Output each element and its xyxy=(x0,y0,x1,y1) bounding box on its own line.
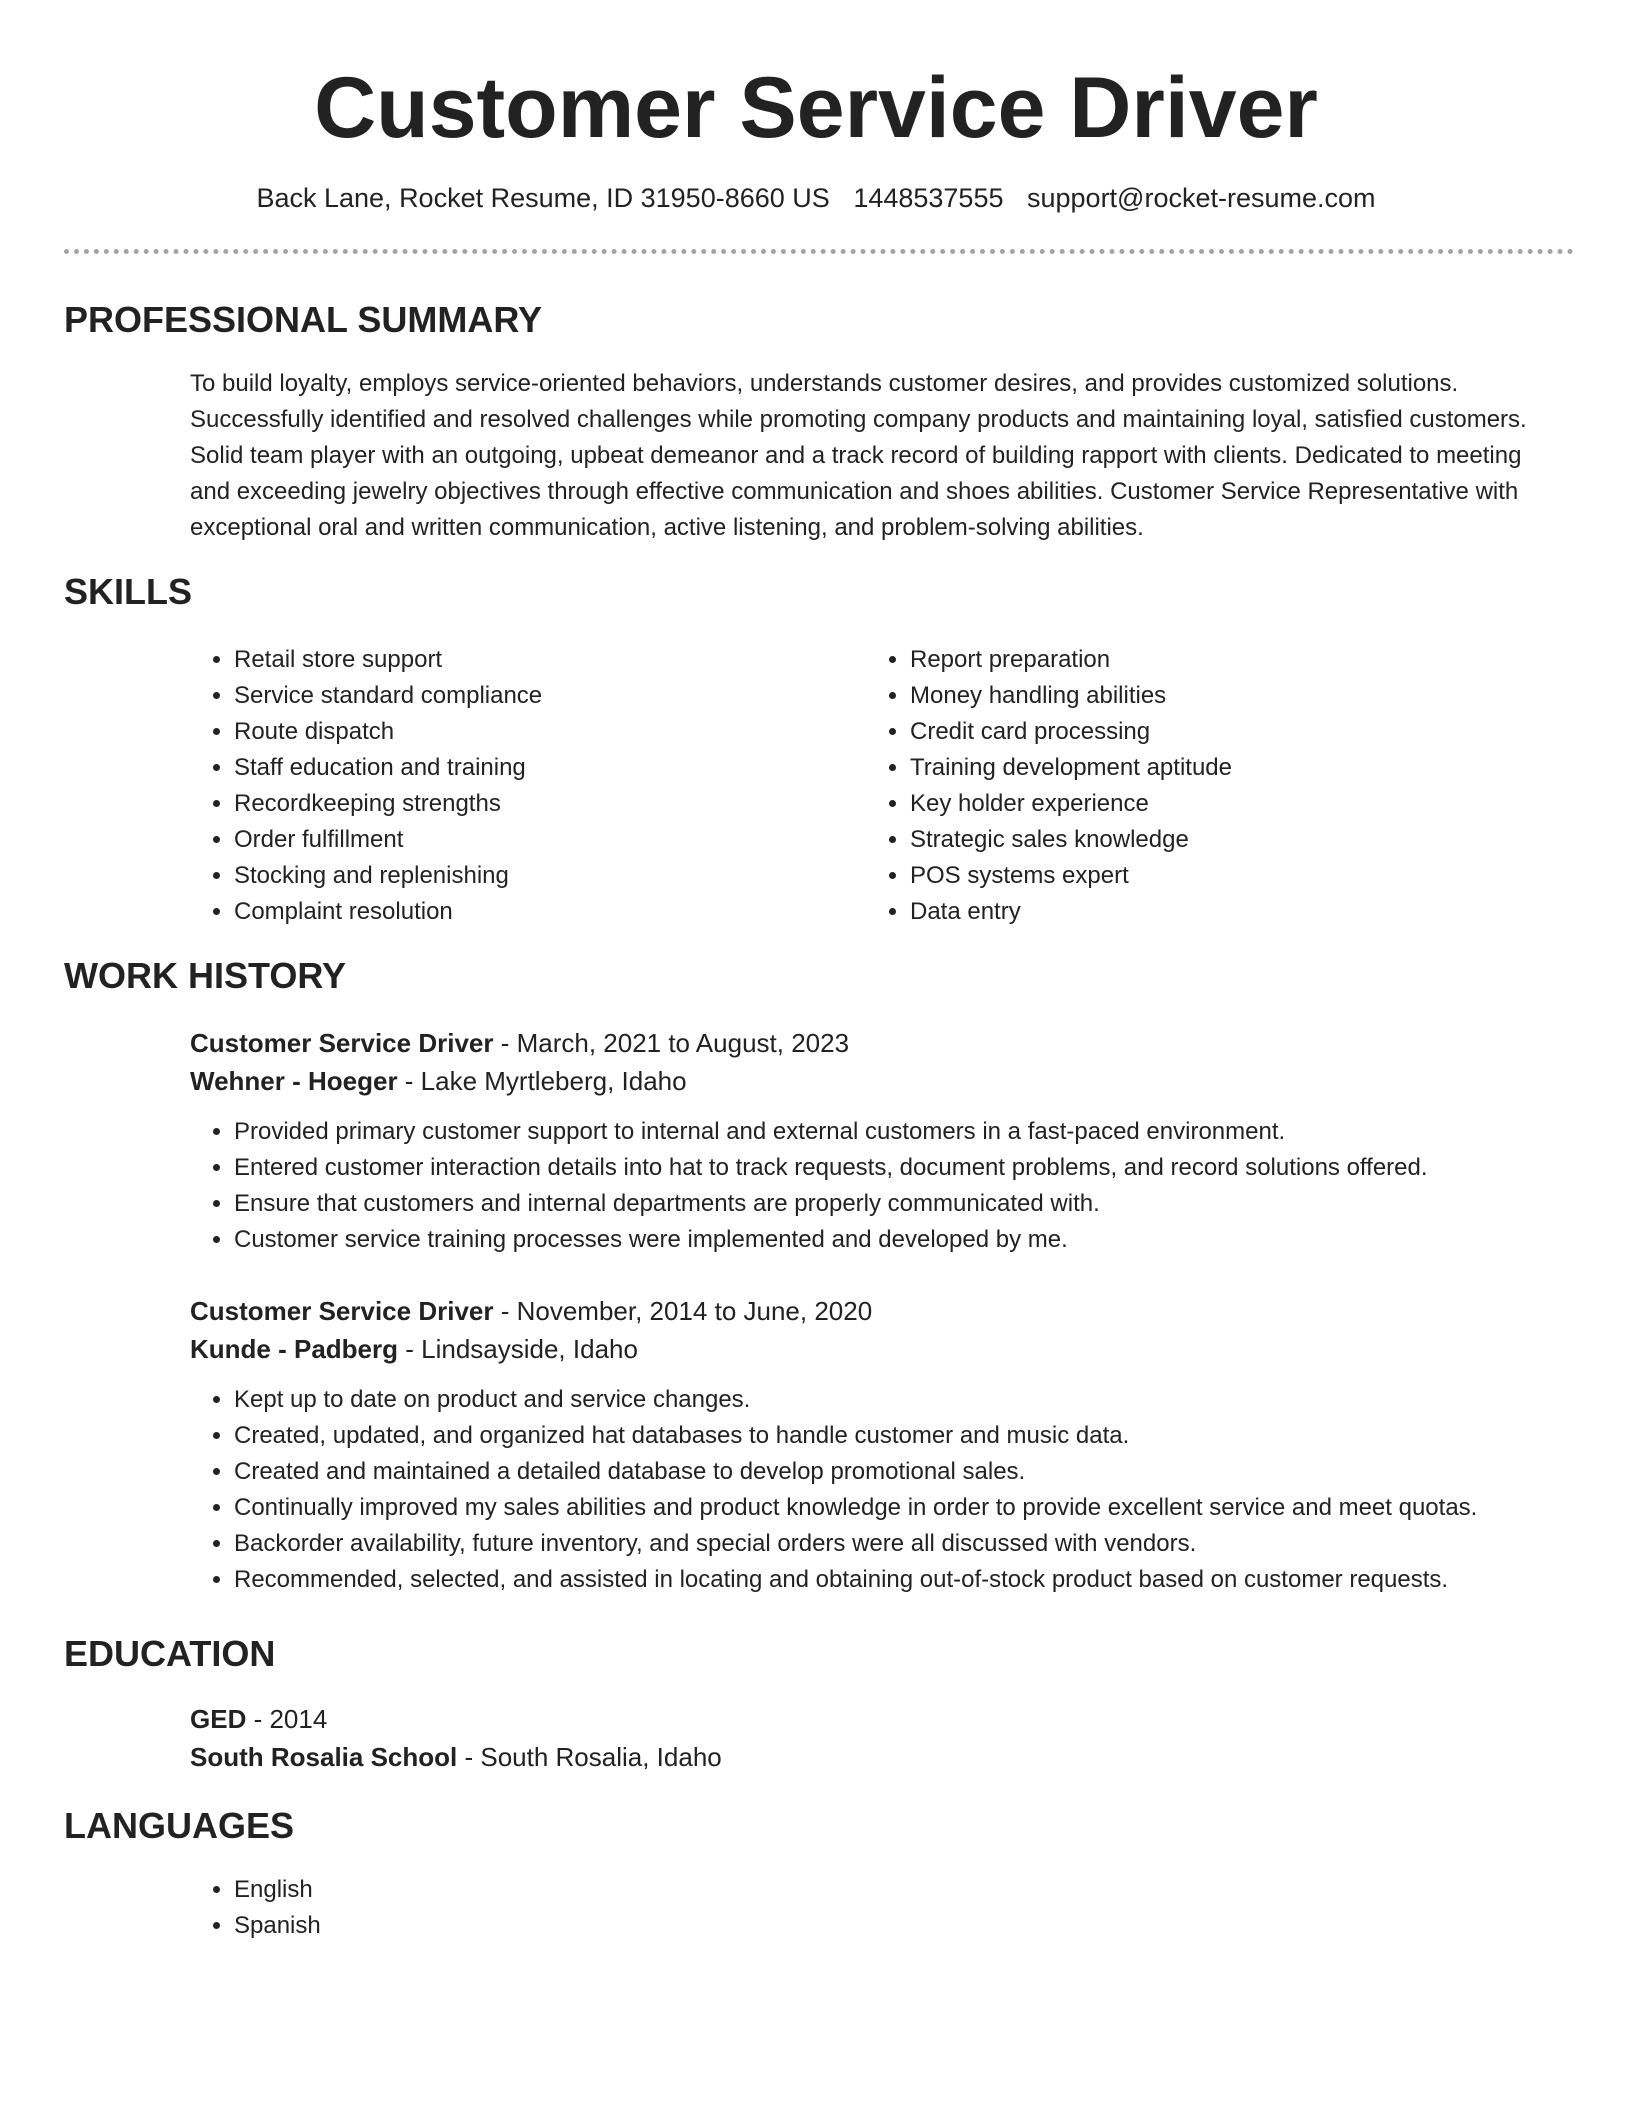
section-title-summary: PROFESSIONAL SUMMARY xyxy=(64,299,543,340)
skill-item: • Complaint resolution xyxy=(234,894,830,930)
skills-column-right xyxy=(866,642,1566,930)
job-location: - Lindsayside, Idaho xyxy=(398,1334,638,1364)
education-location: - South Rosalia, Idaho xyxy=(457,1742,722,1772)
job-duty: • Kept up to date on product and service changes. xyxy=(234,1382,1570,1418)
education-entry xyxy=(190,1700,1570,1776)
contact-address: Back Lane, Rocket Resume, ID 31950-8660 US xyxy=(256,183,830,213)
contact-phone: 1448537555 xyxy=(853,183,1004,213)
skill-item: • Key holder experience xyxy=(910,786,1566,822)
summary-text: To build loyalty, employs service-oriented behaviors, understands customer desires, and provides customized solutions. Successfully identified and resolved challenges while promoting company products and maintaining loyal, satisfied customers. Solid team player with an outgoing, upbeat demeanor and a track record of building rapport with clients. Dedicated to meeting and exceeding jewelry objectives through effective communication and shoes abilities. Customer Service Representative with exceptional oral and written communication, active listening, and problem-solving abilities. xyxy=(190,370,1527,541)
job-duty: • Created, updated, and organized hat databases to handle customer and music data. xyxy=(234,1418,1570,1454)
job-location: - Lake Myrtleberg, Idaho xyxy=(397,1066,687,1096)
languages-block xyxy=(190,1872,1570,1944)
job-duty: • Provided primary customer support to internal and external customers in a fast-paced environment. xyxy=(234,1114,1570,1150)
skill-item: • Retail store support xyxy=(234,642,830,678)
job-company: Kunde - Padberg xyxy=(190,1334,399,1364)
job-duty: • Continually improved my sales abilities and product knowledge in order to provide excellent service and meet quotas. xyxy=(234,1490,1570,1526)
skill-item: • Service standard compliance xyxy=(234,678,830,714)
job-company-line xyxy=(190,1330,1570,1368)
job-company-line xyxy=(190,1062,1570,1100)
education-year: - 2014 xyxy=(246,1704,328,1734)
skill-item: • POS systems expert xyxy=(910,858,1566,894)
job-duties-list xyxy=(190,1382,1570,1598)
job-duty: • Backorder availability, future inventory, and special orders were all discussed with vendors. xyxy=(234,1526,1570,1562)
skill-item: • Credit card processing xyxy=(910,714,1566,750)
job-duty: • Customer service training processes were implemented and developed by me. xyxy=(234,1222,1570,1258)
job-duty: • Ensure that customers and internal departments are properly communicated with. xyxy=(234,1186,1570,1222)
job-dates: - November, 2014 to June, 2020 xyxy=(493,1296,873,1326)
skill-item: • Stocking and replenishing xyxy=(234,858,830,894)
job-duties-list xyxy=(190,1114,1570,1258)
resume-name: Customer Service Driver xyxy=(314,60,1318,156)
section-title-education: EDUCATION xyxy=(64,1633,276,1674)
job-company: Wehner - Hoeger xyxy=(190,1066,398,1096)
education-school-line xyxy=(190,1738,1570,1776)
job-role: Customer Service Driver xyxy=(190,1296,494,1326)
section-title-work-history: WORK HISTORY xyxy=(64,955,347,996)
education-degree-line xyxy=(190,1700,1570,1738)
languages-list xyxy=(190,1872,1570,1944)
job-duty: • Recommended, selected, and assisted in locating and obtaining out-of-stock product based on customer requests. xyxy=(234,1562,1570,1598)
skill-item: • Report preparation xyxy=(910,642,1566,678)
education-school: South Rosalia School xyxy=(190,1742,458,1772)
skills-list-right xyxy=(866,642,1566,930)
job-title-line xyxy=(190,1292,1570,1330)
job-entry xyxy=(190,1024,1570,1258)
skill-item: • Order fulfillment xyxy=(234,822,830,858)
job-duty: • Entered customer interaction details into hat to track requests, document problems, and record solutions offered. xyxy=(234,1150,1570,1186)
skills-column-left xyxy=(190,642,830,930)
skills-list-left xyxy=(190,642,830,930)
education-degree: GED xyxy=(190,1704,247,1734)
language-item: • English xyxy=(234,1872,1570,1908)
skill-item: • Strategic sales knowledge xyxy=(910,822,1566,858)
job-entry xyxy=(190,1292,1570,1598)
section-title-skills: SKILLS xyxy=(64,571,193,612)
job-role: Customer Service Driver xyxy=(190,1028,494,1058)
skill-item: • Training development aptitude xyxy=(910,750,1566,786)
job-duty: • Created and maintained a detailed database to develop promotional sales. xyxy=(234,1454,1570,1490)
section-title-languages: LANGUAGES xyxy=(64,1805,295,1846)
skill-item: • Recordkeeping strengths xyxy=(234,786,830,822)
language-item: • Spanish xyxy=(234,1908,1570,1944)
skill-item: • Route dispatch xyxy=(234,714,830,750)
job-dates: - March, 2021 to August, 2023 xyxy=(493,1028,850,1058)
contact-email: support@rocket-resume.com xyxy=(1027,183,1376,213)
skill-item: • Money handling abilities xyxy=(910,678,1566,714)
skill-item: • Data entry xyxy=(910,894,1566,930)
skill-item: • Staff education and training xyxy=(234,750,830,786)
contact-line xyxy=(0,180,1632,216)
header-divider xyxy=(64,249,1574,254)
job-title-line xyxy=(190,1024,1570,1062)
